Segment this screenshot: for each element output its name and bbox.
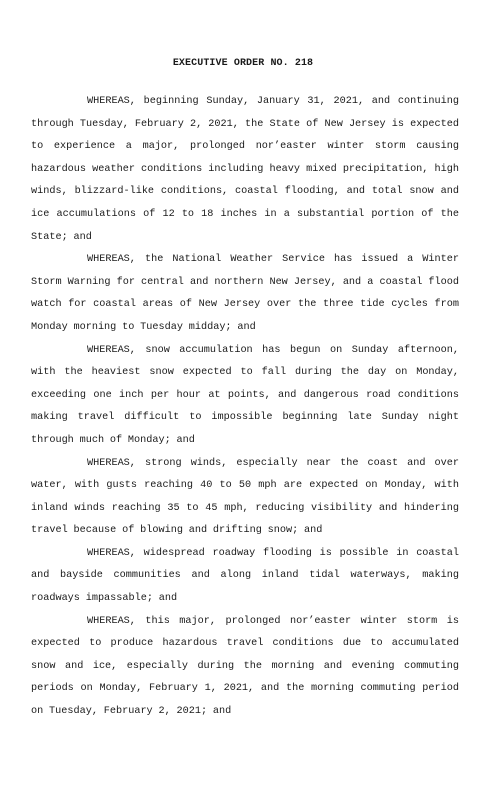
paragraph-whereas-5: WHEREAS, widespread roadway flooding is possible in coastal and bayside communities and along inland tidal waterways, making roadways impassable; and: [31, 547, 459, 605]
paragraph-whereas-1: WHEREAS, beginning Sunday, January 31, 2021, and continuing through Tuesday, February 2, 2021, the State of New Jersey is expected to experience a major, prolonged nor’easter winter storm causing hazardous weather conditions including heavy mixed precipitation, high winds, blizzard-like conditions, coastal flooding, and total snow and ice accumulations of 12 to 18 inches in a substantial portion of the State; and: [31, 96, 459, 243]
paragraph-whereas-2: WHEREAS, the National Weather Service has issued a Winter Storm Warning for central and northern New Jersey, and a coastal flood watch for coastal areas of New Jersey over the three tide cycles from Monday morning to Tuesday midday; and: [31, 254, 459, 333]
document-body: [31, 91, 459, 724]
paragraph-whereas-4: WHEREAS, strong winds, especially near the coast and over water, with gusts reaching 40 to 50 mph are expected on Monday, with inland winds reaching 35 to 45 mph, reducing visibility and hindering travel because of blowing and drifting snow; and: [31, 457, 459, 537]
paragraph-whereas-6: WHEREAS, this major, prolonged nor’easter winter storm is expected to produce hazardous travel conditions due to accumulated snow and ice, especially during the morning and evening commuting periods on Monday, February 1, 2021, and the morning commuting period on Tuesday, February 2, 2021; and: [31, 615, 459, 718]
paragraph-whereas-3: WHEREAS, snow accumulation has begun on Sunday afternoon, with the heaviest snow expected to fall during the day on Monday, exceeding one inch per hour at points, and dangerous road conditions making travel difficult to impossible beginning late Sunday night through much of Monday; and: [31, 344, 459, 446]
document-title: EXECUTIVE ORDER NO. 218: [172, 58, 314, 69]
